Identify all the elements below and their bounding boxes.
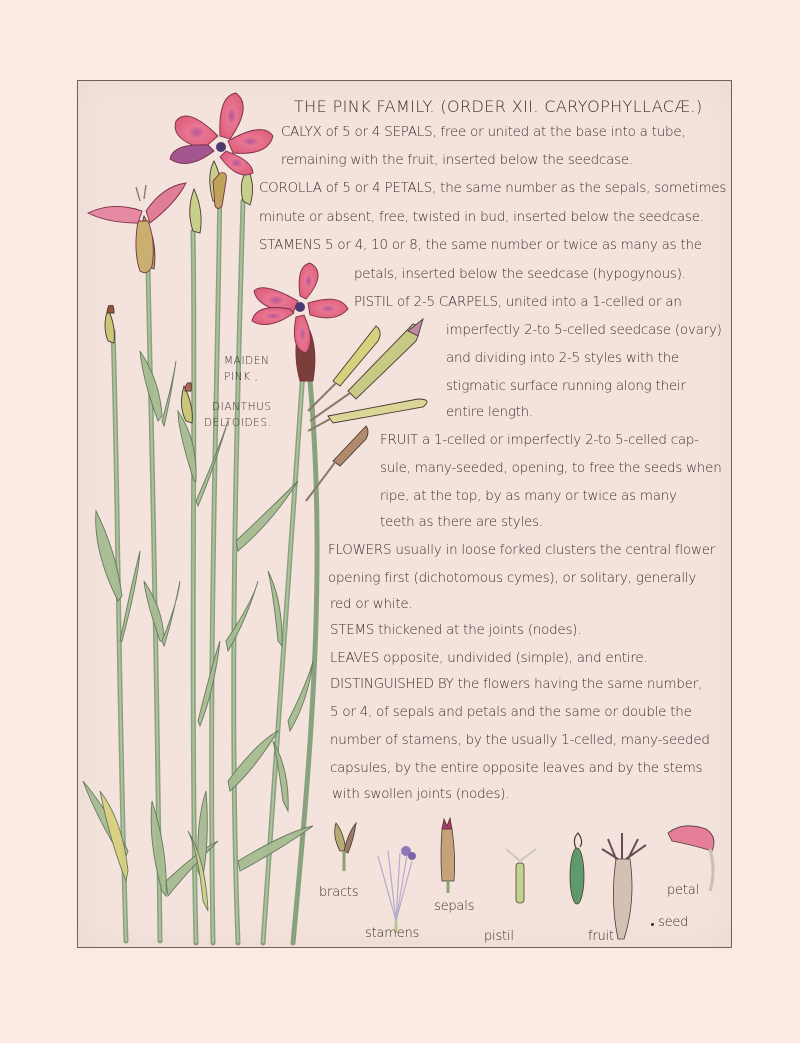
description-line: 5 or 4, of sepals and petals and the same or double the	[330, 705, 692, 720]
description-line: stigmatic surface running along their	[446, 379, 686, 394]
specimen-common-name	[222, 353, 270, 385]
description-line: FLOWERS usually in loose forked clusters the central flower	[328, 543, 716, 558]
description-line: and dividing into 2-5 styles with the	[446, 351, 679, 366]
botanical-plate	[77, 80, 732, 948]
part-label-sepals: sepals	[434, 899, 475, 914]
part-label-petal: petal	[667, 883, 699, 898]
description-line: entire length.	[446, 405, 534, 420]
part-label-stamens: stamens	[365, 926, 420, 941]
description-line: STAMENS 5 or 4, 10 or 8, the same number or twice as many as the	[259, 238, 702, 253]
description-line: STEMS thickened at the joints (nodes).	[330, 623, 582, 638]
part-label-seed: seed	[658, 915, 689, 930]
part-label-bracts: bracts	[319, 885, 359, 900]
seed-dot	[651, 923, 654, 926]
description-line: FRUIT a 1-celled or imperfectly 2-to 5-celled cap-	[380, 433, 699, 448]
common-name-line: MAIDEN	[224, 355, 270, 367]
part-label-fruit: fruit	[588, 929, 614, 944]
description-line: red or white.	[330, 597, 413, 612]
latin-name-line: DIANTHUS	[212, 401, 272, 413]
description-line: ripe, at the top, by as many or twice as many	[380, 489, 677, 504]
description-line: capsules, by the entire opposite leaves and by the stems	[330, 761, 703, 776]
flower-top	[170, 93, 273, 209]
description-line: DISTINGUISHED BY the flowers having the same number,	[330, 677, 703, 692]
description-line: imperfectly 2-to 5-celled seedcase (ovary)	[446, 323, 722, 338]
common-name-line: PINK ,	[224, 371, 259, 383]
part-label-pistil: pistil	[484, 929, 514, 944]
flower-side	[88, 183, 186, 273]
description-line: number of stamens, by the usually 1-celled, many-seeded	[330, 733, 710, 748]
description-line: remaining with the fruit, inserted below the seedcase.	[281, 153, 633, 168]
latin-name-line: DELTOIDES.	[204, 417, 272, 429]
description-line: sule, many-seeded, opening, to free the seeds when	[380, 461, 722, 476]
description-line: COROLLA of 5 or 4 PETALS, the same number as the sepals, sometimes	[259, 181, 727, 196]
specimen-latin-name	[204, 399, 272, 431]
description-line: opening first (dichotomous cymes), or solitary, generally	[328, 571, 697, 586]
description-line: petals, inserted below the seedcase (hypogynous).	[354, 267, 686, 282]
description-line: minute or absent, free, twisted in bud, inserted below the seedcase.	[259, 210, 704, 225]
description-line: PISTIL of 2-5 CARPELS, united into a 1-celled or an	[354, 295, 682, 310]
description-line: with swollen joints (nodes).	[332, 787, 510, 802]
description-line: CALYX of 5 or 4 SEPALS, free or united at the base into a tube,	[281, 125, 686, 140]
plate-title: THE PINK FAMILY. (ORDER XII. CARYOPHYLLACÆ.)	[294, 97, 703, 116]
description-line: teeth as there are styles.	[380, 515, 543, 530]
description-line: LEAVES opposite, undivided (simple), and entire.	[330, 651, 648, 666]
